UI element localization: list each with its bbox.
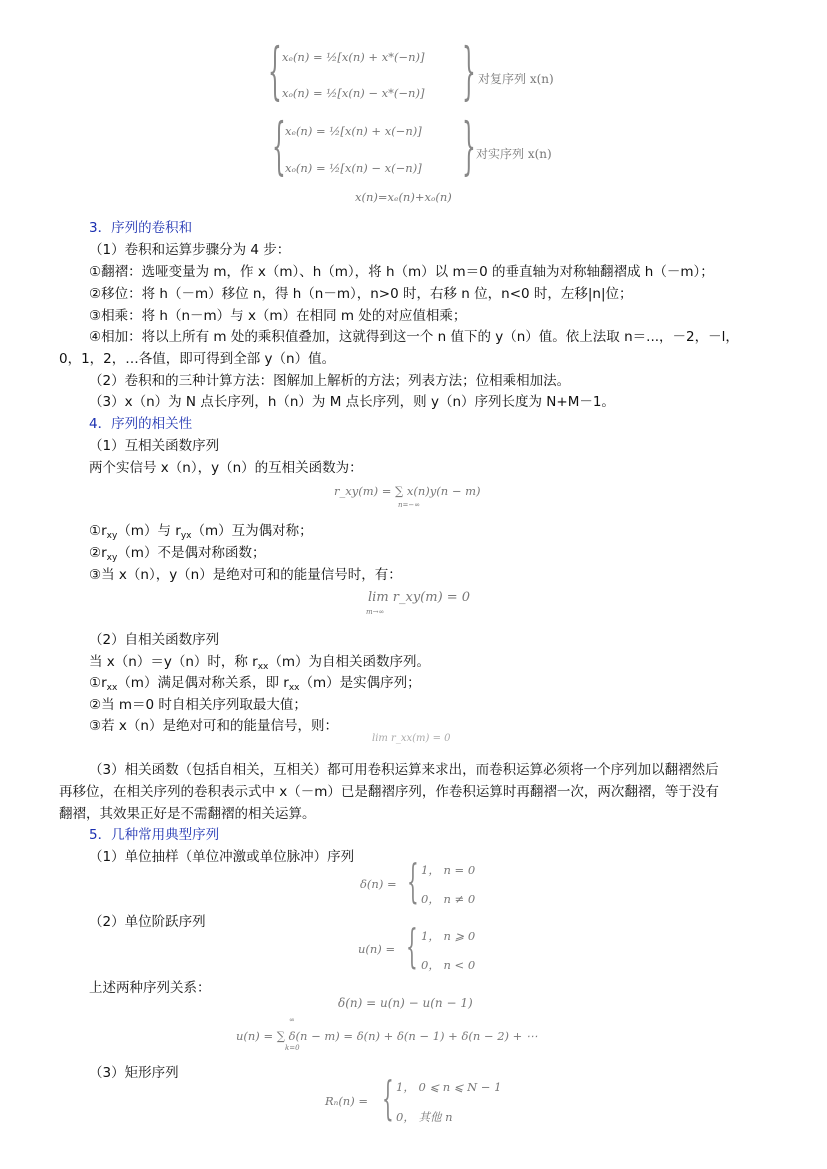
- eq-relation-2-bottom: k=0: [285, 1044, 300, 1052]
- eq-auto-limit: lim r_xx(m) = 0: [372, 733, 451, 744]
- sec3-p5b: 0，1，2，…各值，即可得到全部 y（n）值。: [59, 351, 336, 367]
- eq-rect-case1: 1， 0 ⩽ n ⩽ N − 1: [396, 1080, 502, 1094]
- sec4-p4: 当 x（n）＝y（n）时，称 $r_{xx}(m)$为自相关函数序列。: [89, 654, 431, 672]
- eq-rect-brace: {: [382, 1071, 394, 1125]
- eq1-line2: xₒ(n) = ½[x(n) − x*(−n)]: [282, 86, 425, 100]
- sec3-p5a: ④相加：将以上所有 m 处的乘积值叠加，这就得到这一个 n 值下的 y（n）值。依上法取 n＝...，－2，－l，: [89, 329, 739, 345]
- sec5-p2: （2）单位阶跃序列: [89, 914, 206, 930]
- eq-delta-brace: {: [407, 854, 419, 908]
- eq2-line1: xₑ(n) = ½[x(n) + x(−n)]: [285, 124, 422, 138]
- section-3-heading: 3．序列的卷积和: [89, 220, 193, 236]
- section-5-heading: 5．几种常用典型序列: [89, 827, 220, 843]
- eq-relation-2-top: ∞: [289, 1016, 295, 1024]
- eq1-line1: xₑ(n) = ½[x(n) + x*(−n)]: [282, 50, 425, 64]
- sec4-p2: 两个实信号 x（n），y（n）的互相关函数为：: [89, 460, 363, 476]
- eq2-brace: {: [272, 109, 286, 182]
- eq-step-case1: 1， n ⩾ 0: [421, 929, 476, 943]
- eq-delta-case1: 1， n = 0: [421, 863, 476, 877]
- sec3-p4: ③相乘：将 h（n－m）与 x（m）在相同 m 处的对应值相乘；: [89, 308, 467, 324]
- eq-cross-correlation: r_xy(m) = ∑ x(n)y(n − m): [334, 484, 481, 498]
- eq-cross-correlation-sub: n=−∞: [398, 501, 421, 509]
- eq-step-lhs: u(n) =: [358, 942, 396, 956]
- eq-relation-1: δ(n) = u(n) − u(n − 1): [338, 996, 473, 1010]
- eq2-label: 对实序列 x(n): [476, 147, 552, 161]
- eq-step-case2: 0， n < 0: [421, 958, 476, 972]
- eq-delta-case2: 0， n ≠ 0: [421, 892, 476, 906]
- eq1-right-brace: }: [462, 34, 476, 107]
- sec4-p5c: 翻褶，其效果正好是不需翻褶的相关运算。: [59, 806, 316, 822]
- sec4-p5b: 再移位，在相关序列的卷积表示式中 x（－m）已是翻褶序列，作卷积运算时再翻褶一次，两次翻褶，等于没有: [59, 784, 719, 800]
- sec4-p3: （2）自相关函数序列: [89, 632, 220, 648]
- sec3-p2: ①翻褶：选哑变量为 m，作 x（m）、h（m），将 h（m）以 m＝0 的垂直轴为对称轴翻褶成 h（－m）；: [89, 264, 714, 280]
- section-4-heading: 4．序列的相关性: [89, 416, 193, 432]
- sec3-p1: （1）卷积和运算步骤分为 4 步：: [89, 242, 291, 258]
- eq-cross-limit: lim r_xy(m) = 0: [368, 590, 471, 605]
- sec3-p7: （3）x（n）为 N 点长序列，h（n）为 M 点长序列，则 y（n）序列长度为 N+M－1。: [89, 394, 615, 410]
- eq2-line2: xₒ(n) = ½[x(n) − x(−n)]: [285, 161, 422, 175]
- eq-delta-lhs: δ(n) =: [360, 877, 397, 891]
- eq-rect-lhs: Rₙ(n) =: [325, 1094, 368, 1108]
- sec4-item2: $②r_{xy}(m)$不是偶对称函数；: [89, 545, 266, 563]
- sec5-p1: （1）单位抽样（单位冲激或单位脉冲）序列: [89, 849, 355, 865]
- sec4-p1: （1）互相关函数序列: [89, 438, 220, 454]
- eq-step-brace: {: [406, 919, 418, 973]
- sec3-p6: （2）卷积和的三种计算方法：图解加上解析的方法；列表方法；位相乘相加法。: [89, 373, 571, 389]
- sec4-p5a: （3）相关函数（包括自相关，互相关）都可用卷积运算来求出，而卷积运算必须将一个序列加以翻褶然后: [89, 762, 719, 778]
- eq1-label: 对复序列 x(n): [478, 72, 554, 86]
- sec4-j2: ②当 m＝0 时自相关序列取最大值；: [89, 697, 307, 713]
- sec3-p3: ②移位：将 h（－m）移位 n，得 h（n－m），n>0 时，右移 n 位，n<0 时，左移|n|位；: [89, 286, 633, 302]
- sec4-j3: ③若 x（n）是绝对可和的能量信号，则：: [89, 718, 338, 734]
- sec4-item1: $①r_{xy}(m)$与 $r_{yx}(m)$互为偶对称；: [89, 523, 313, 541]
- eq2-right-brace: }: [462, 109, 476, 182]
- eq-cross-limit-sub: m→∞: [366, 608, 385, 616]
- eq-relation-2: u(n) = ∑ δ(n − m) = δ(n) + δ(n − 1) + δ(n − 2) + ⋯: [236, 1029, 538, 1043]
- sec5-p4: （3）矩形序列: [89, 1065, 179, 1081]
- sec4-j1: $①r_{xx}(m)$满足偶对称关系，即 $r_{xx}(m)$是实偶序列；: [89, 675, 421, 693]
- sec5-p3: 上述两种序列关系：: [89, 980, 211, 996]
- eq2-sum: x(n)=xₑ(n)+xₒ(n): [355, 190, 452, 204]
- eq1-brace: {: [268, 34, 282, 107]
- eq-rect-case2: 0， 其他 n: [396, 1110, 453, 1124]
- sec4-item3: ③当 x（n），y（n）是绝对可和的能量信号时，有：: [89, 567, 402, 583]
